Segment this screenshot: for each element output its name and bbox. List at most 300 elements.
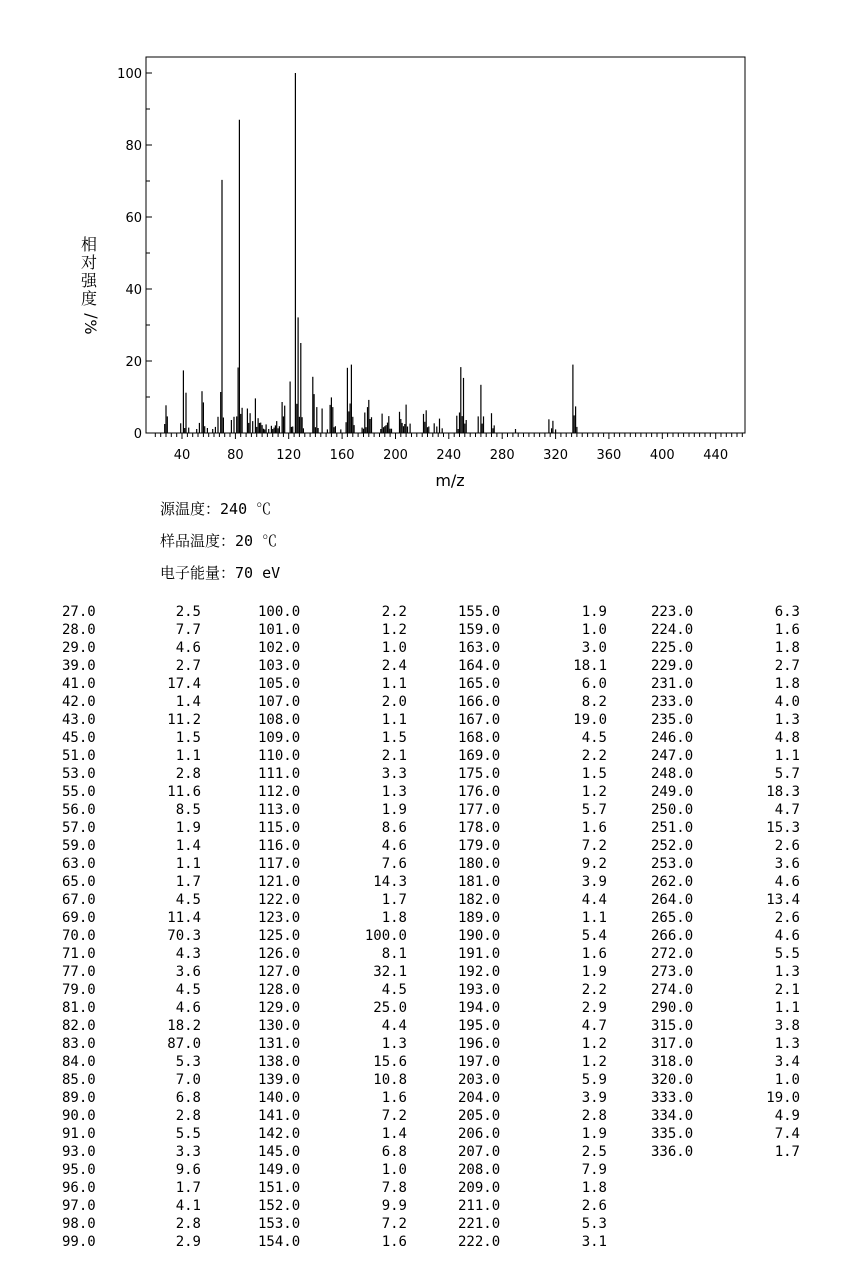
mz-value: 113.0 bbox=[258, 802, 301, 818]
intensity-value: 1.0 bbox=[381, 640, 407, 656]
y-axis-title-char: 相 bbox=[80, 235, 98, 254]
intensity-value: 1.2 bbox=[581, 1036, 607, 1052]
mz-value: 168.0 bbox=[458, 730, 501, 746]
intensity-value: 15.3 bbox=[766, 820, 800, 836]
intensity-value: 1.6 bbox=[774, 622, 800, 638]
intensity-value: 4.6 bbox=[774, 874, 800, 890]
intensity-value: 2.8 bbox=[175, 1216, 201, 1232]
y-tick-label: 0 bbox=[133, 427, 142, 442]
intensity-value: 4.7 bbox=[581, 1018, 607, 1034]
mz-value: 84.0 bbox=[62, 1054, 96, 1070]
mz-value: 211.0 bbox=[458, 1198, 501, 1214]
mz-value: 251.0 bbox=[651, 820, 694, 836]
y-axis-title-char: / bbox=[82, 313, 101, 319]
intensity-value: 1.2 bbox=[581, 784, 607, 800]
mz-value: 102.0 bbox=[258, 640, 301, 656]
intensity-value: 1.1 bbox=[774, 1000, 800, 1016]
mz-value: 207.0 bbox=[458, 1144, 501, 1160]
mz-value: 96.0 bbox=[62, 1180, 96, 1196]
mz-value: 246.0 bbox=[651, 730, 694, 746]
mz-value: 85.0 bbox=[62, 1072, 96, 1088]
intensity-value: 2.8 bbox=[175, 766, 201, 782]
x-tick-label: 240 bbox=[436, 448, 462, 463]
intensity-value: 17.4 bbox=[167, 676, 201, 692]
mz-value: 176.0 bbox=[458, 784, 501, 800]
intensity-value: 4.3 bbox=[175, 946, 201, 962]
x-tick-label: 200 bbox=[383, 448, 408, 463]
intensity-value: 2.9 bbox=[175, 1234, 201, 1250]
intensity-value: 9.9 bbox=[381, 1198, 407, 1214]
mz-value: 43.0 bbox=[62, 712, 96, 728]
intensity-value: 3.9 bbox=[581, 874, 607, 890]
mz-value: 205.0 bbox=[458, 1108, 501, 1124]
intensity-value: 1.3 bbox=[774, 964, 800, 980]
intensity-value: 8.6 bbox=[381, 820, 407, 836]
intensity-value: 2.7 bbox=[175, 658, 201, 674]
intensity-value: 100.0 bbox=[364, 928, 407, 944]
y-tick-label: 100 bbox=[117, 67, 142, 82]
mz-value: 159.0 bbox=[458, 622, 501, 638]
intensity-value: 1.9 bbox=[381, 802, 407, 818]
intensity-value: 1.1 bbox=[381, 676, 407, 692]
mz-value: 56.0 bbox=[62, 802, 96, 818]
mz-value: 101.0 bbox=[258, 622, 301, 638]
mz-value: 335.0 bbox=[651, 1126, 694, 1142]
intensity-value: 2.2 bbox=[581, 748, 607, 764]
mz-value: 273.0 bbox=[651, 964, 694, 980]
mz-value: 149.0 bbox=[258, 1162, 301, 1178]
mz-value: 166.0 bbox=[458, 694, 501, 710]
mz-value: 117.0 bbox=[258, 856, 301, 872]
mz-value: 99.0 bbox=[62, 1234, 96, 1250]
mz-value: 126.0 bbox=[258, 946, 301, 962]
mz-value: 235.0 bbox=[651, 712, 694, 728]
mz-value: 82.0 bbox=[62, 1018, 96, 1034]
mz-value: 128.0 bbox=[258, 982, 301, 998]
intensity-value: 1.6 bbox=[581, 946, 607, 962]
intensity-value: 18.2 bbox=[167, 1018, 201, 1034]
mz-value: 108.0 bbox=[258, 712, 301, 728]
intensity-value: 8.2 bbox=[581, 694, 607, 710]
intensity-value: 70.3 bbox=[167, 928, 201, 944]
mz-value: 229.0 bbox=[651, 658, 694, 674]
intensity-value: 11.6 bbox=[167, 784, 201, 800]
intensity-value: 3.3 bbox=[381, 766, 407, 782]
intensity-value: 4.0 bbox=[774, 694, 800, 710]
mz-value: 262.0 bbox=[651, 874, 694, 890]
sample-temperature bbox=[160, 531, 280, 563]
x-tick-label: 80 bbox=[227, 448, 244, 463]
mz-value: 315.0 bbox=[651, 1018, 694, 1034]
intensity-value: 5.3 bbox=[175, 1054, 201, 1070]
y-tick-label: 60 bbox=[125, 211, 142, 226]
intensity-value: 1.0 bbox=[774, 1072, 800, 1088]
mz-value: 27.0 bbox=[62, 604, 96, 620]
intensity-value: 2.6 bbox=[581, 1198, 607, 1214]
condition-value: 70 eV bbox=[235, 564, 281, 582]
intensity-value: 10.8 bbox=[373, 1072, 407, 1088]
mz-value: 320.0 bbox=[651, 1072, 694, 1088]
mz-value: 140.0 bbox=[258, 1090, 301, 1106]
intensity-value: 1.9 bbox=[581, 604, 607, 620]
intensity-value: 1.5 bbox=[175, 730, 201, 746]
intensity-value: 32.1 bbox=[373, 964, 407, 980]
mz-value: 290.0 bbox=[651, 1000, 694, 1016]
x-axis-title: m/z bbox=[435, 471, 465, 490]
intensity-value: 1.8 bbox=[774, 640, 800, 656]
mz-value: 318.0 bbox=[651, 1054, 694, 1070]
mz-value: 208.0 bbox=[458, 1162, 501, 1178]
mz-value: 55.0 bbox=[62, 784, 96, 800]
mz-value: 249.0 bbox=[651, 784, 694, 800]
mz-value: 266.0 bbox=[651, 928, 694, 944]
intensity-value: 6.8 bbox=[175, 1090, 201, 1106]
intensity-value: 7.7 bbox=[175, 622, 201, 638]
condition-label: 源温度： bbox=[160, 500, 221, 518]
mz-value: 97.0 bbox=[62, 1198, 96, 1214]
intensity-value: 7.6 bbox=[381, 856, 407, 872]
intensity-value: 3.9 bbox=[581, 1090, 607, 1106]
mz-value: 45.0 bbox=[62, 730, 96, 746]
mz-value: 105.0 bbox=[258, 676, 301, 692]
y-axis-title-char: 对 bbox=[80, 253, 98, 272]
mz-value: 231.0 bbox=[651, 676, 694, 692]
mz-value: 131.0 bbox=[258, 1036, 301, 1052]
intensity-value: 7.0 bbox=[175, 1072, 201, 1088]
mz-value: 65.0 bbox=[62, 874, 96, 890]
mz-value: 193.0 bbox=[458, 982, 501, 998]
y-tick-label: 40 bbox=[125, 283, 142, 298]
mz-value: 83.0 bbox=[62, 1036, 96, 1052]
intensity-value: 5.4 bbox=[581, 928, 607, 944]
intensity-value: 1.7 bbox=[774, 1144, 800, 1160]
intensity-value: 7.2 bbox=[381, 1108, 407, 1124]
mz-value: 95.0 bbox=[62, 1162, 96, 1178]
mz-value: 93.0 bbox=[62, 1144, 96, 1160]
intensity-value: 2.6 bbox=[774, 910, 800, 926]
intensity-value: 4.6 bbox=[175, 1000, 201, 1016]
mz-value: 51.0 bbox=[62, 748, 96, 764]
mz-value: 121.0 bbox=[258, 874, 301, 890]
x-tick-label: 280 bbox=[489, 448, 515, 463]
intensity-value: 2.8 bbox=[581, 1108, 607, 1124]
intensity-value: 2.7 bbox=[774, 658, 800, 674]
mz-value: 142.0 bbox=[258, 1126, 301, 1142]
y-tick-label: 80 bbox=[125, 139, 142, 154]
intensity-value: 1.7 bbox=[175, 874, 201, 890]
mz-value: 129.0 bbox=[258, 1000, 301, 1016]
mz-value: 59.0 bbox=[62, 838, 96, 854]
y-axis-title-char: 度 bbox=[80, 289, 98, 308]
mz-value: 89.0 bbox=[62, 1090, 96, 1106]
mz-value: 177.0 bbox=[458, 802, 501, 818]
intensity-value: 5.3 bbox=[581, 1216, 607, 1232]
mz-value: 109.0 bbox=[258, 730, 301, 746]
intensity-value: 1.3 bbox=[774, 1036, 800, 1052]
intensity-value: 3.4 bbox=[774, 1054, 800, 1070]
mz-value: 209.0 bbox=[458, 1180, 501, 1196]
intensity-value: 2.4 bbox=[381, 658, 407, 674]
mz-value: 155.0 bbox=[458, 604, 501, 620]
intensity-value: 1.9 bbox=[581, 1126, 607, 1142]
x-axis bbox=[155, 433, 742, 463]
mz-value: 222.0 bbox=[458, 1234, 501, 1250]
intensity-value: 25.0 bbox=[373, 1000, 407, 1016]
intensity-value: 9.2 bbox=[581, 856, 607, 872]
mz-value: 139.0 bbox=[258, 1072, 301, 1088]
mz-value: 206.0 bbox=[458, 1126, 501, 1142]
intensity-value: 18.1 bbox=[573, 658, 607, 674]
y-axis-title-char: 强 bbox=[80, 271, 98, 290]
mz-value: 181.0 bbox=[458, 874, 501, 890]
mz-value: 204.0 bbox=[458, 1090, 501, 1106]
mz-value: 192.0 bbox=[458, 964, 501, 980]
intensity-value: 2.0 bbox=[381, 694, 407, 710]
mz-value: 175.0 bbox=[458, 766, 501, 782]
intensity-value: 1.1 bbox=[175, 748, 201, 764]
intensity-value: 1.0 bbox=[381, 1162, 407, 1178]
intensity-value: 4.7 bbox=[774, 802, 800, 818]
mz-value: 130.0 bbox=[258, 1018, 301, 1034]
mz-value: 333.0 bbox=[651, 1090, 694, 1106]
intensity-value: 4.6 bbox=[774, 928, 800, 944]
intensity-value: 1.3 bbox=[381, 784, 407, 800]
mz-value: 71.0 bbox=[62, 946, 96, 962]
source-temperature bbox=[160, 499, 280, 531]
intensity-value: 2.9 bbox=[581, 1000, 607, 1016]
mz-value: 334.0 bbox=[651, 1108, 694, 1124]
electron-energy bbox=[160, 563, 280, 595]
intensity-value: 8.1 bbox=[381, 946, 407, 962]
intensity-value: 2.2 bbox=[581, 982, 607, 998]
mz-value: 182.0 bbox=[458, 892, 501, 908]
mz-value: 154.0 bbox=[258, 1234, 301, 1250]
mz-value: 112.0 bbox=[258, 784, 301, 800]
intensity-value: 5.5 bbox=[774, 946, 800, 962]
mz-value: 197.0 bbox=[458, 1054, 501, 1070]
mz-value: 272.0 bbox=[651, 946, 694, 962]
mz-value: 91.0 bbox=[62, 1126, 96, 1142]
mz-value: 67.0 bbox=[62, 892, 96, 908]
mz-value: 123.0 bbox=[258, 910, 301, 926]
intensity-value: 7.4 bbox=[774, 1126, 800, 1142]
intensity-value: 7.8 bbox=[381, 1180, 407, 1196]
mz-value: 57.0 bbox=[62, 820, 96, 836]
intensity-value: 4.8 bbox=[774, 730, 800, 746]
intensity-value: 1.1 bbox=[175, 856, 201, 872]
x-tick-label: 160 bbox=[329, 448, 355, 463]
mz-value: 125.0 bbox=[258, 928, 301, 944]
intensity-value: 5.7 bbox=[581, 802, 607, 818]
mz-value: 194.0 bbox=[458, 1000, 501, 1016]
mz-value: 178.0 bbox=[458, 820, 501, 836]
condition-value: 20 ℃ bbox=[235, 532, 278, 550]
intensity-value: 1.3 bbox=[381, 1036, 407, 1052]
mz-value: 189.0 bbox=[458, 910, 501, 926]
intensity-value: 1.8 bbox=[381, 910, 407, 926]
intensity-value: 4.6 bbox=[175, 640, 201, 656]
intensity-value: 1.2 bbox=[581, 1054, 607, 1070]
mz-value: 224.0 bbox=[651, 622, 694, 638]
intensity-value: 1.6 bbox=[381, 1090, 407, 1106]
intensity-value: 3.0 bbox=[581, 640, 607, 656]
intensity-value: 4.4 bbox=[581, 892, 607, 908]
plot-frame bbox=[146, 57, 745, 433]
intensity-value: 3.3 bbox=[175, 1144, 201, 1160]
intensity-value: 18.3 bbox=[766, 784, 800, 800]
intensity-value: 2.5 bbox=[581, 1144, 607, 1160]
intensity-value: 1.6 bbox=[581, 820, 607, 836]
x-tick-label: 400 bbox=[649, 448, 675, 463]
intensity-value: 3.8 bbox=[774, 1018, 800, 1034]
mz-value: 165.0 bbox=[458, 676, 501, 692]
intensity-value: 19.0 bbox=[766, 1090, 800, 1106]
mz-value: 203.0 bbox=[458, 1072, 501, 1088]
intensity-value: 5.7 bbox=[774, 766, 800, 782]
mz-value: 169.0 bbox=[458, 748, 501, 764]
mz-value: 274.0 bbox=[651, 982, 694, 998]
intensity-value: 4.5 bbox=[175, 892, 201, 908]
mz-value: 141.0 bbox=[258, 1108, 301, 1124]
condition-label: 样品温度： bbox=[160, 532, 236, 550]
intensity-value: 4.9 bbox=[774, 1108, 800, 1124]
condition-label: 电子能量： bbox=[160, 564, 236, 582]
mz-value: 167.0 bbox=[458, 712, 501, 728]
intensity-value: 1.1 bbox=[581, 910, 607, 926]
mz-value: 152.0 bbox=[258, 1198, 301, 1214]
mz-value: 145.0 bbox=[258, 1144, 301, 1160]
mz-value: 90.0 bbox=[62, 1108, 96, 1124]
mz-value: 127.0 bbox=[258, 964, 301, 980]
mz-value: 221.0 bbox=[458, 1216, 501, 1232]
x-tick-label: 120 bbox=[276, 448, 302, 463]
mz-value: 42.0 bbox=[62, 694, 96, 710]
mz-value: 250.0 bbox=[651, 802, 694, 818]
mz-value: 111.0 bbox=[258, 766, 301, 782]
intensity-value: 4.4 bbox=[381, 1018, 407, 1034]
intensity-value: 1.9 bbox=[581, 964, 607, 980]
mz-value: 63.0 bbox=[62, 856, 96, 872]
mz-value: 116.0 bbox=[258, 838, 301, 854]
intensity-value: 15.6 bbox=[373, 1054, 407, 1070]
mz-value: 265.0 bbox=[651, 910, 694, 926]
mz-value: 190.0 bbox=[458, 928, 501, 944]
intensity-value: 1.4 bbox=[175, 694, 201, 710]
intensity-value: 1.4 bbox=[175, 838, 201, 854]
intensity-value: 4.5 bbox=[581, 730, 607, 746]
intensity-value: 1.6 bbox=[381, 1234, 407, 1250]
mz-value: 115.0 bbox=[258, 820, 301, 836]
mz-value: 264.0 bbox=[651, 892, 694, 908]
mz-value: 110.0 bbox=[258, 748, 301, 764]
mz-value: 191.0 bbox=[458, 946, 501, 962]
mz-value: 103.0 bbox=[258, 658, 301, 674]
intensity-value: 7.2 bbox=[581, 838, 607, 854]
mz-value: 336.0 bbox=[651, 1144, 694, 1160]
mz-value: 248.0 bbox=[651, 766, 694, 782]
intensity-value: 7.9 bbox=[581, 1162, 607, 1178]
intensity-value: 2.1 bbox=[381, 748, 407, 764]
intensity-value: 1.1 bbox=[381, 712, 407, 728]
intensity-value: 3.6 bbox=[175, 964, 201, 980]
intensity-value: 4.5 bbox=[175, 982, 201, 998]
mz-value: 79.0 bbox=[62, 982, 96, 998]
mz-value: 41.0 bbox=[62, 676, 96, 692]
condition-value: 240 ℃ bbox=[220, 500, 272, 518]
intensity-value: 1.9 bbox=[175, 820, 201, 836]
y-axis bbox=[117, 67, 152, 442]
intensity-value: 1.7 bbox=[175, 1180, 201, 1196]
mz-value: 223.0 bbox=[651, 604, 694, 620]
mz-value: 195.0 bbox=[458, 1018, 501, 1034]
mz-value: 39.0 bbox=[62, 658, 96, 674]
x-tick-label: 40 bbox=[173, 448, 191, 463]
intensity-value: 6.3 bbox=[774, 604, 800, 620]
intensity-value: 1.5 bbox=[581, 766, 607, 782]
intensity-value: 8.5 bbox=[175, 802, 201, 818]
mz-value: 233.0 bbox=[651, 694, 694, 710]
intensity-value: 13.4 bbox=[766, 892, 800, 908]
mz-value: 225.0 bbox=[651, 640, 694, 656]
intensity-value: 11.4 bbox=[167, 910, 201, 926]
intensity-value: 4.1 bbox=[175, 1198, 201, 1214]
mz-value: 180.0 bbox=[458, 856, 501, 872]
intensity-value: 87.0 bbox=[167, 1036, 201, 1052]
intensity-value: 1.1 bbox=[774, 748, 800, 764]
intensity-value: 1.7 bbox=[381, 892, 407, 908]
mz-value: 153.0 bbox=[258, 1216, 301, 1232]
intensity-value: 11.2 bbox=[167, 712, 201, 728]
mz-value: 138.0 bbox=[258, 1054, 301, 1070]
mz-value: 70.0 bbox=[62, 928, 96, 944]
intensity-value: 1.5 bbox=[381, 730, 407, 746]
mz-value: 247.0 bbox=[651, 748, 694, 764]
intensity-value: 6.0 bbox=[581, 676, 607, 692]
y-tick-label: 20 bbox=[125, 355, 142, 370]
mz-value: 151.0 bbox=[258, 1180, 301, 1196]
mz-value: 28.0 bbox=[62, 622, 96, 638]
intensity-value: 9.6 bbox=[175, 1162, 201, 1178]
intensity-value: 5.5 bbox=[175, 1126, 201, 1142]
intensity-value: 7.2 bbox=[381, 1216, 407, 1232]
y-axis-title bbox=[81, 235, 101, 335]
intensity-value: 2.8 bbox=[175, 1108, 201, 1124]
mz-value: 317.0 bbox=[651, 1036, 694, 1052]
intensity-value: 2.5 bbox=[175, 604, 201, 620]
mz-value: 81.0 bbox=[62, 1000, 96, 1016]
mz-value: 107.0 bbox=[258, 694, 301, 710]
mz-value: 77.0 bbox=[62, 964, 96, 980]
intensity-value: 1.2 bbox=[381, 622, 407, 638]
intensity-value: 4.5 bbox=[381, 982, 407, 998]
intensity-value: 3.1 bbox=[581, 1234, 607, 1250]
conditions-block bbox=[160, 499, 280, 595]
x-tick-label: 440 bbox=[703, 448, 729, 463]
mz-value: 100.0 bbox=[258, 604, 301, 620]
intensity-value: 4.6 bbox=[381, 838, 407, 854]
intensity-value: 5.9 bbox=[581, 1072, 607, 1088]
intensity-value: 1.3 bbox=[774, 712, 800, 728]
y-axis-title-char: % bbox=[81, 319, 100, 335]
mz-value: 253.0 bbox=[651, 856, 694, 872]
mz-value: 69.0 bbox=[62, 910, 96, 926]
mz-value: 196.0 bbox=[458, 1036, 501, 1052]
x-tick-label: 320 bbox=[543, 448, 569, 463]
mz-value: 122.0 bbox=[258, 892, 301, 908]
mz-value: 29.0 bbox=[62, 640, 96, 656]
intensity-value: 1.4 bbox=[381, 1126, 407, 1142]
mz-value: 252.0 bbox=[651, 838, 694, 854]
